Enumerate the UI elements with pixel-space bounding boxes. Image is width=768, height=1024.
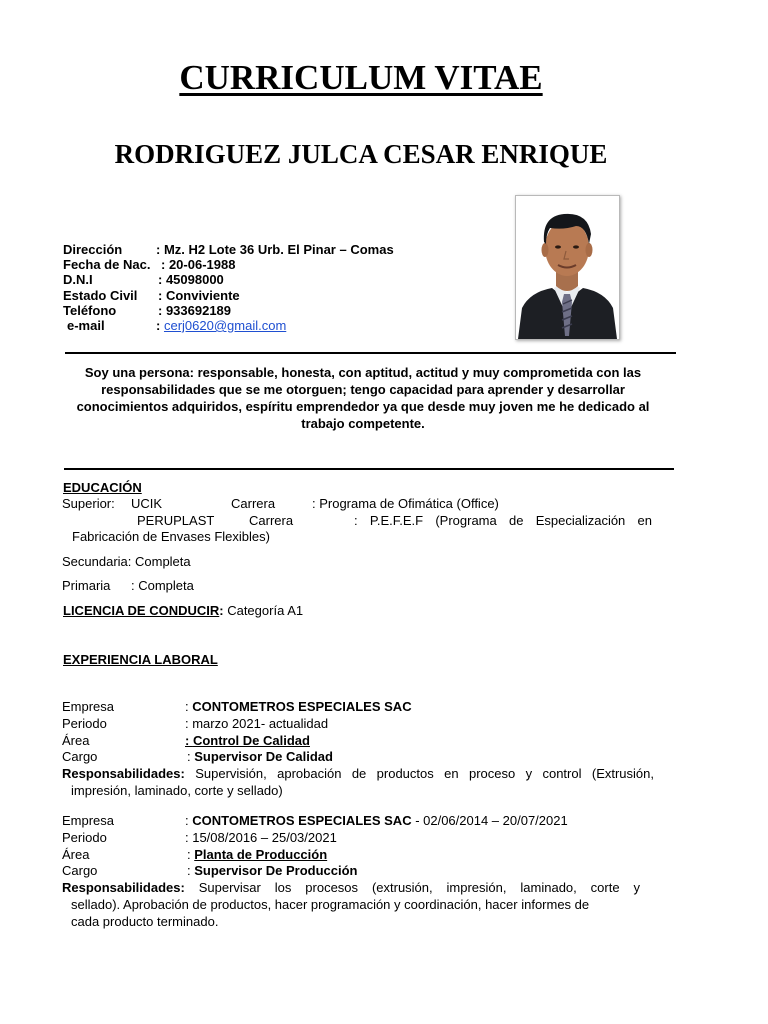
- primary-label: Primaria: [62, 578, 111, 593]
- education-heading: EDUCACIÓN: [63, 480, 142, 495]
- candidate-name: RODRIGUEZ JULCA CESAR ENRIQUE: [114, 139, 608, 169]
- job-period: : marzo 2021- actualidad: [185, 715, 329, 731]
- company-name: CONTOMETROS ESPECIALES SAC: [192, 699, 412, 714]
- profile-summary: Soy una persona: responsable, honesta, con aptitud, actitud y muy comprometida con las responsabilidades que se me otorguen; tengo capacidad para aprender y desarrollar conocimientos adquiridos, espíritu emprendedor ya que desde muy joven me he dedicado al trabajo competente.: [76, 365, 650, 431]
- job-area-row: [62, 733, 654, 750]
- superior-institution: UCIK: [131, 496, 163, 511]
- email-link[interactable]: cerj0620@gmail.com: [163, 317, 287, 333]
- secondary-education: Secundaria: Completa: [62, 554, 191, 569]
- info-value: : Conviviente: [158, 287, 240, 303]
- license-label: LICENCIA DE CONDUCIR: [63, 603, 220, 618]
- job-label: Área: [62, 846, 90, 862]
- superior-label: Superior:: [62, 496, 115, 511]
- job-company-row: [62, 813, 640, 830]
- position-name: Supervisor De Calidad: [194, 749, 333, 765]
- job-company-row: [62, 699, 654, 716]
- info-value: : Mz. H2 Lote 36 Urb. El Pinar – Comas: [156, 242, 394, 257]
- info-label: Dirección: [63, 242, 123, 257]
- experience-heading: EXPERIENCIA LABORAL: [63, 652, 218, 667]
- document-title: CURRICULUM VITAE: [179, 58, 543, 97]
- job-responsibilities-cont: impresión, laminado, corte y sellado): [71, 782, 283, 798]
- area-name: Planta de Producción: [194, 846, 328, 862]
- resp-label: Responsabilidades:: [62, 766, 185, 782]
- job-entry: [62, 699, 654, 800]
- license-colon: :: [219, 603, 224, 618]
- institution-2: PERUPLAST: [137, 513, 215, 528]
- resp-text: Supervisión, aprobación de productos en proceso y control (Extrusión,: [195, 766, 654, 782]
- job-company: : CONTOMETROS ESPECIALES SAC - 02/06/2014 – 20/07/2021: [185, 813, 568, 828]
- job-label: Periodo: [62, 829, 107, 845]
- resp-text: Supervisar los procesos (extrusión, impresión, laminado, corte y: [198, 880, 640, 896]
- job-position-row: [62, 749, 654, 766]
- position-name: Supervisor De Producción: [194, 863, 358, 879]
- job-area: : Planta de Producción: [187, 846, 328, 862]
- job-period-row: [62, 716, 654, 733]
- info-label: D.N.I: [63, 272, 93, 288]
- institution-2-career: : P.E.F.E.F (Programa de Especialización en: [354, 513, 652, 528]
- institution-2-career-cont: Fabricación de Envases Flexibles): [72, 529, 270, 544]
- job-label: Área: [62, 732, 90, 748]
- info-value: : 20-06-1988: [161, 257, 236, 273]
- company-dates: - 02/06/2014 – 20/07/2021: [411, 813, 568, 828]
- job-area-row: [62, 847, 640, 864]
- job-position: : Supervisor De Calidad: [187, 749, 333, 765]
- job-period: : 15/08/2016 – 25/03/2021: [185, 829, 337, 845]
- info-value: : 933692189: [158, 302, 232, 318]
- license-value: Categoría A1: [223, 603, 304, 618]
- job-entry: [62, 813, 640, 931]
- job-label: Cargo: [62, 749, 98, 765]
- info-label: e-mail: [67, 317, 105, 333]
- job-responsibilities-cont: sellado). Aprobación de productos, hacer programación y coordinación, hacer informes de: [71, 896, 590, 912]
- job-position: : Supervisor De Producción: [187, 863, 358, 879]
- resp-label: Responsabilidades:: [62, 880, 185, 896]
- job-label: Empresa: [62, 699, 115, 714]
- job-responsibilities: [62, 766, 654, 783]
- job-period-row: [62, 830, 640, 847]
- job-company: : CONTOMETROS ESPECIALES SAC: [185, 699, 412, 714]
- carrera-label-2: Carrera: [249, 513, 294, 528]
- divider: [65, 352, 676, 354]
- job-label: Periodo: [62, 715, 107, 731]
- profile-photo: [515, 195, 620, 340]
- info-label: Fecha de Nac.: [63, 257, 151, 273]
- carrera-label: Carrera: [231, 496, 276, 511]
- job-responsibilities: [62, 880, 640, 897]
- job-label: Empresa: [62, 813, 115, 828]
- job-responsibilities-cont: cada producto terminado.: [71, 913, 219, 929]
- info-label: Estado Civil: [63, 287, 138, 303]
- info-label: Teléfono: [63, 302, 117, 318]
- job-position-row: [62, 863, 640, 880]
- company-name: CONTOMETROS ESPECIALES SAC: [192, 813, 412, 828]
- job-area: : Control De Calidad: [185, 732, 310, 748]
- primary-value: : Completa: [131, 578, 194, 593]
- info-value: [156, 318, 286, 333]
- superior-career: : Programa de Ofimática (Office): [312, 496, 499, 511]
- area-name: Control De Calidad: [192, 732, 310, 748]
- license-line: [63, 603, 303, 618]
- divider: [64, 468, 674, 470]
- info-value: : 45098000: [158, 272, 224, 288]
- info-colon: :: [156, 317, 161, 333]
- job-label: Cargo: [62, 863, 98, 879]
